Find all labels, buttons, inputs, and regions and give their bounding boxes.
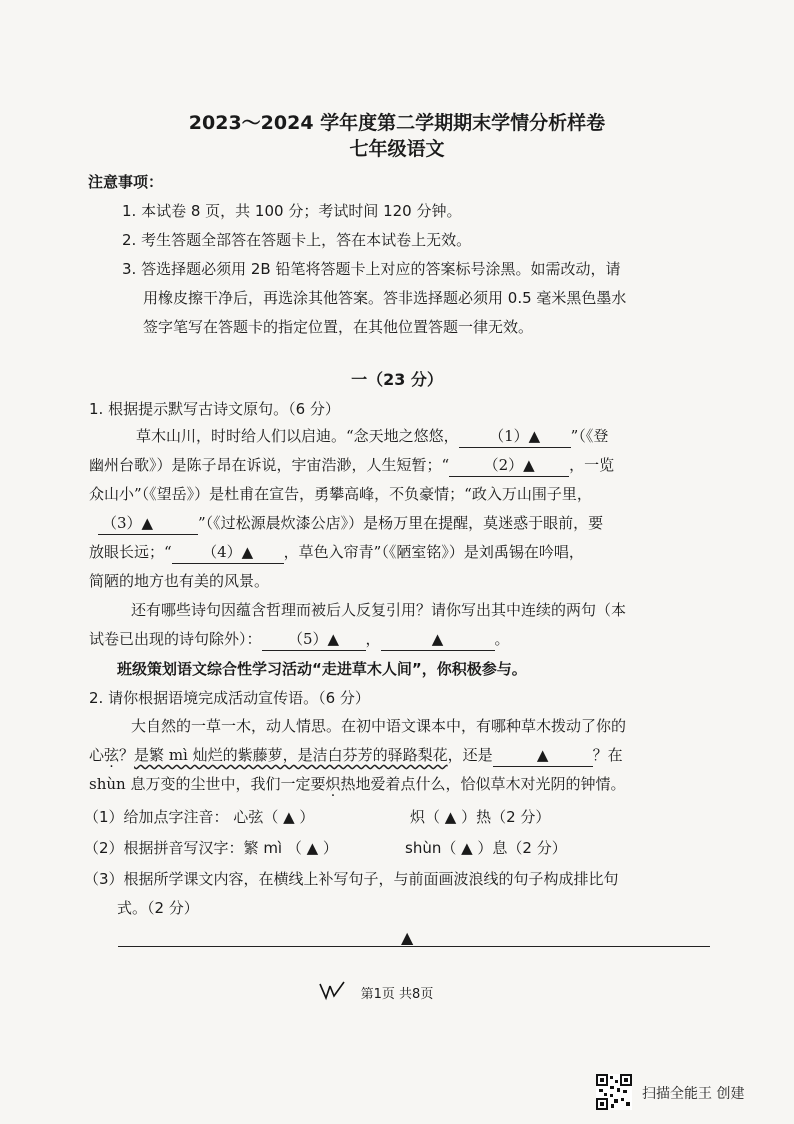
q1-text: ”（《过松源晨炊漆公店》）是杨万里在提醒，莫迷惑于眼前，要 bbox=[198, 514, 604, 532]
note-item-3-cont-1: 用橡皮擦干净后，再选涂其他答案。答非选择题必须用 0.5 毫米黑色墨水 bbox=[143, 289, 627, 307]
q1-text: 。 bbox=[494, 630, 510, 648]
notes-heading: 注意事项： bbox=[88, 173, 164, 191]
q1-line-4 bbox=[98, 512, 603, 535]
q1-text: 草木山川，时时给人们以启迪。“念天地之悠悠， bbox=[136, 427, 459, 445]
q2-text: ？在 bbox=[592, 746, 623, 764]
q1-line-3: 众山小”（《望岳》）是杜甫在宣告，勇攀高峰，不负豪情；“政入万山围子里， bbox=[89, 485, 592, 503]
section-title: 一（23 分） bbox=[351, 370, 443, 389]
note-item-1: 1. 本试卷 8 页，共 100 分；考试时间 120 分钟。 bbox=[122, 202, 462, 220]
q1-line-2 bbox=[89, 454, 614, 477]
blank-6: ▲ bbox=[381, 628, 495, 651]
q1-text: 幽州台歌》）是陈子昂在诉说，宇宙浩渺，人生短暂；“ bbox=[89, 456, 450, 474]
scanner-watermark: 扫描全能王 创建 bbox=[642, 1086, 745, 1102]
sub-question-2: （2）根据拼音写汉字：繁 mì （ ▲ ） bbox=[84, 839, 338, 857]
blank-2: （2）▲ bbox=[449, 454, 569, 477]
blank-4: （4）▲ bbox=[172, 541, 284, 564]
dotted-char-chi: 炽 bbox=[325, 775, 341, 793]
page-number: 第1页 共8页 bbox=[360, 987, 434, 1002]
blank-5: （5）▲ bbox=[262, 628, 366, 651]
q1-text: ，一览 bbox=[569, 456, 615, 474]
q1-text: ”（《登 bbox=[570, 427, 609, 445]
blank-3: （3）▲ bbox=[98, 512, 198, 535]
q1-text: 试卷已出现的诗句除外）： bbox=[89, 630, 262, 648]
q1-line-1 bbox=[136, 425, 608, 448]
q1-text: ，草色入帘青”（《陋室铭》）是刘禹锡在吟唱， bbox=[283, 543, 584, 561]
wavy-underlined-sentence: 是繁 mì 灿烂的紫藤萝，是洁白芬芳的驿路梨花 bbox=[134, 746, 448, 764]
sub-question-1: （1）给加点字注音： 心弦（ ▲ ） bbox=[84, 808, 315, 826]
q2-text: 心 bbox=[89, 746, 105, 764]
activity-intro: 班级策划语文综合性学习活动“走进草木人间”，你积极参与。 bbox=[117, 660, 527, 678]
exam-title: 2023～2024 学年度第二学期期末学情分析样卷 bbox=[188, 112, 606, 134]
q2-text: ？ bbox=[119, 746, 135, 764]
blank-7: ▲ bbox=[493, 744, 593, 767]
q2-text: ，还是 bbox=[447, 746, 493, 764]
q1-text: 放眼长远；“ bbox=[89, 543, 172, 561]
sub-question-2-b: shùn（ ▲ ）息（2 分） bbox=[405, 839, 567, 857]
q1-text: ， bbox=[365, 630, 381, 648]
answer-marker: ▲ bbox=[401, 928, 414, 947]
q2-text: shùn 息万变的尘世中，我们一定要 bbox=[89, 775, 326, 793]
q1-line-5 bbox=[89, 541, 584, 564]
q2-para-line-2 bbox=[89, 744, 623, 767]
q1-line-6: 简陋的地方也有美的风景。 bbox=[89, 572, 270, 590]
sub-question-3-cont: 式。（2 分） bbox=[117, 899, 199, 917]
dotted-char-xian: 弦 bbox=[104, 746, 120, 764]
blank-1: （1）▲ bbox=[459, 425, 571, 448]
q2-text: 热地爱着点什么，恰似草木对光阴的钟情。 bbox=[340, 775, 626, 793]
note-item-3-cont-2: 签字笔写在答题卡的指定位置，在其他位置答题一律无效。 bbox=[143, 318, 534, 336]
q1-line-7: 还有哪些诗句因蕴含哲理而被后人反复引用？请你写出其中连续的两句（本 bbox=[131, 601, 627, 619]
sub-question-3: （3）根据所学课文内容，在横线上补写句子，与前面画波浪线的句子构成排比句 bbox=[84, 870, 619, 888]
sub-question-1-b: 炽（ ▲ ）热（2 分） bbox=[410, 808, 551, 826]
question-1-stem: 1. 根据提示默写古诗文原句。（6 分） bbox=[89, 400, 340, 418]
note-item-3: 3. 答选择题必须用 2B 铅笔将答题卡上对应的答案标号涂黑。如需改动，请 bbox=[122, 260, 621, 278]
q2-para-line-1: 大自然的一草一木，动人情思。在初中语文课本中，有哪种草木拨动了你的 bbox=[131, 717, 627, 735]
note-item-2: 2. 考生答题全部答在答题卡上，答在本试卷上无效。 bbox=[122, 231, 472, 249]
q2-para-line-3 bbox=[89, 773, 625, 795]
qr-code-icon bbox=[596, 1074, 632, 1110]
q1-line-8 bbox=[89, 628, 510, 651]
exam-subtitle: 七年级语文 bbox=[349, 138, 445, 160]
answer-line bbox=[118, 946, 710, 947]
question-2-stem: 2. 请你根据语境完成活动宣传语。（6 分） bbox=[89, 689, 370, 707]
